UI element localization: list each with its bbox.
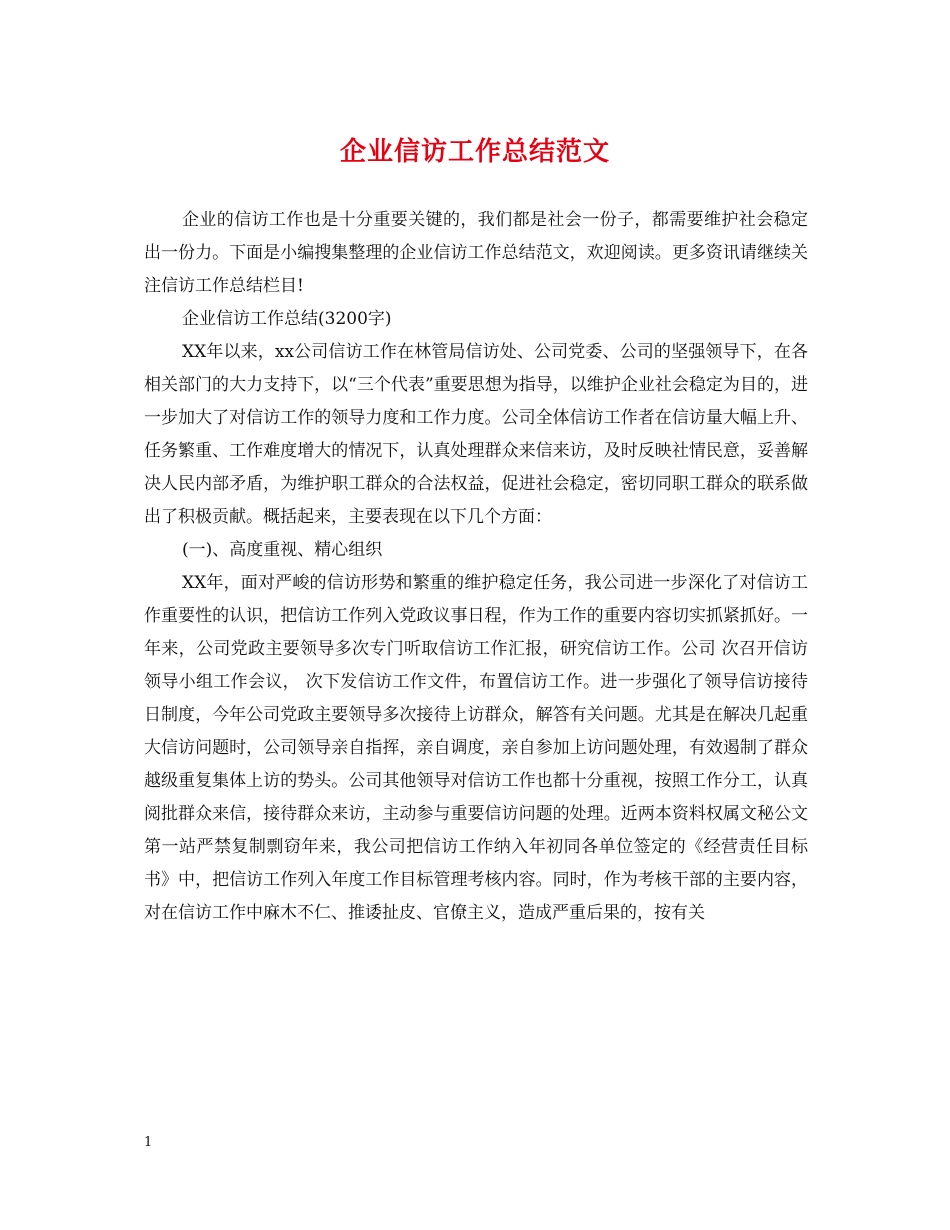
paragraph-section-one: XX年，面对严峻的信访形势和繁重的维护稳定任务，我公司进一步深化了对信访工作重要性的认识，把信访工作列入党政议事日程，作为工作的重要内容切实抓紧抓好。一年来，公司党政主要领导多次专门听取信访工作汇报，研究信访工作。公司 次召开信访领导小组工作会议， 次下发信访工作文件，布置信访工作。进一步强化了领导信访接待日制度，今年公司党政主要领导多次接待上访群众，解答有关问题。尤其是在解决几起重大信访问题时，公司领导亲自指挥，亲自调度，亲自参加上访问题处理，有效遏制了群众越级重复集体上访的势头。公司其他领导对信访工作也都十分重视，按照工作分工，认真阅批群众来信，接待群众来访，主动参与重要信访问题的处理。近两本资料权属文秘公文第一站严禁复制剽窃年来，我公司把信访工作纳入年初同各单位签定的《经营责任目标书》中，把信访工作列入年度工作目标管理考核内容。同时，作为考核干部的主要内容，对在信访工作中麻木不仁、推诿扯皮、官僚主义，造成严重后果的，按有关 [144, 573, 808, 923]
section-heading: (一)、高度重视、精心组织 [182, 540, 383, 560]
paragraph-intro: 企业的信访工作也是十分重要关键的，我们都是社会一份子，都需要维护社会稳定出一份力。下面是小编搜集整理的企业信访工作总结范文，欢迎阅读。更多资讯请继续关注信访工作总结栏目! [144, 210, 808, 296]
document-title: 企业信访工作总结范文 [339, 137, 610, 167]
paragraph-overview: XX年以来，xx公司信访工作在林管局信访处、公司党委、公司的坚强领导下，在各相关部门的大力支持下，以“三个代表”重要思想为指导，以维护企业社会稳定为目的，进一步加大了对信访工作的领导力度和工作力度。公司全体信访工作者在信访量大幅上升、任务繁重、工作难度增大的情况下，认真处理群众来信来访，及时反映社情民意，妥善解决人民内部矛盾，为维护职工群众的合法权益，促进社会稳定，密切同职工群众的联系做出了积极贡献。概括起来，主要表现在以下几个方面： [144, 342, 808, 527]
document-body [144, 204, 808, 930]
page-number: 1 [144, 1135, 153, 1150]
paragraph-subtitle: 企业信访工作总结(3200字) [182, 309, 392, 329]
